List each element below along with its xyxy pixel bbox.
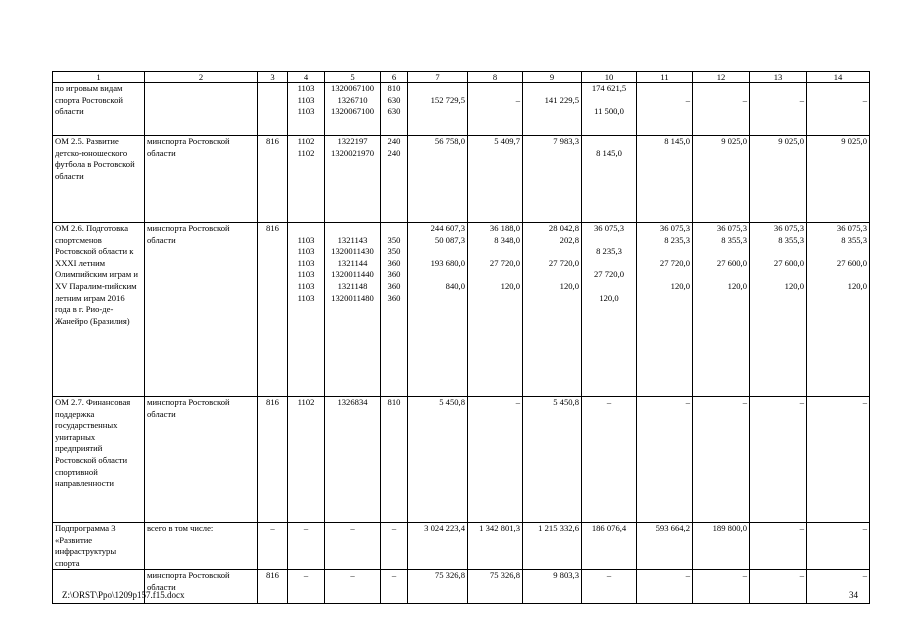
table-cell	[807, 136, 870, 223]
table-cell	[145, 83, 258, 136]
cell-line: 36 075,3	[773, 223, 804, 233]
cell-text: –	[391, 523, 397, 533]
cell-line	[470, 293, 520, 305]
table-cell	[325, 83, 381, 136]
cell-text: –	[799, 523, 804, 533]
table-cell	[693, 570, 750, 604]
cell-line: –	[799, 94, 804, 105]
table-cell	[523, 570, 582, 604]
cell-line: –	[685, 94, 690, 105]
cell-text: –	[799, 397, 804, 407]
cell-line	[752, 106, 804, 118]
cell-line: 27 600,0	[836, 257, 867, 268]
cell-line: 1320067100	[331, 83, 374, 93]
table-cell	[325, 397, 381, 523]
cell-line	[525, 293, 579, 305]
table-cell	[381, 223, 408, 397]
cell-line: 1103	[297, 292, 315, 303]
table-cell	[750, 223, 807, 397]
cell-text: минспорта Ростовской области	[147, 223, 230, 245]
cell-line: 360	[387, 269, 401, 280]
table-cell	[637, 523, 693, 570]
cell-text: 810	[387, 397, 401, 407]
cell-line: 50 087,3	[434, 234, 465, 245]
table-cell	[145, 136, 258, 223]
table-cell	[258, 223, 288, 397]
cell-line: 810	[387, 83, 401, 93]
cell-line	[410, 83, 465, 95]
cell-line	[752, 246, 804, 258]
header-cell: 12	[693, 72, 750, 83]
cell-line	[752, 269, 804, 281]
cell-line: 1321143	[337, 234, 368, 245]
table-cell	[807, 223, 870, 397]
table-cell	[325, 570, 381, 604]
cell-line: 1103	[297, 106, 315, 117]
cell-text: 9 025,0	[778, 136, 804, 146]
cell-text: 7 983,3	[553, 136, 579, 146]
table-cell	[637, 397, 693, 523]
table-cell	[258, 523, 288, 570]
cell-line: 1103	[297, 83, 315, 93]
table-cell	[468, 523, 523, 570]
cell-text: –	[303, 523, 309, 533]
cell-line	[639, 246, 690, 258]
table-cell	[53, 523, 145, 570]
cell-line	[470, 83, 520, 95]
cell-text: 75 326,8	[489, 570, 520, 581]
cell-line	[695, 246, 747, 258]
cell-line	[695, 269, 747, 281]
cell-line	[639, 293, 690, 305]
cell-line	[470, 269, 520, 281]
cell-text: 816	[266, 136, 279, 146]
cell-line	[525, 269, 579, 281]
table-cell	[693, 223, 750, 397]
cell-line	[584, 235, 634, 247]
cell-line: 8 348,0	[494, 234, 520, 245]
cell-line: 120,0	[559, 280, 579, 291]
cell-text: 1326834	[337, 397, 368, 407]
cell-line: 8 235,3	[664, 234, 690, 245]
table-cell	[523, 136, 582, 223]
header-cell: 5	[325, 72, 381, 83]
table-row	[53, 83, 870, 136]
cell-line: 1103	[297, 257, 315, 268]
cell-line: 27 720,0	[548, 257, 579, 268]
cell-line: 120,0	[727, 280, 747, 291]
cell-line: 8 355,3	[721, 234, 747, 245]
cell-line	[695, 106, 747, 118]
cell-line: 350	[387, 246, 401, 257]
cell-text: 9 025,0	[841, 136, 867, 146]
table-cell	[258, 397, 288, 523]
cell-line: 1103	[297, 234, 315, 245]
cell-text: ОМ 2.6. Подготовка спортсменов Ростовской области к XXXI летним Олимпийским играм и XV Паралим-пийским летним играм 2016 года в г. Рио-де-Жанейро (Бразилия)	[55, 223, 138, 326]
cell-line: 8 235,3	[596, 246, 622, 257]
cell-text: 1 342 801,3	[479, 523, 520, 533]
cell-text: –	[270, 523, 275, 533]
cell-line	[752, 293, 804, 305]
table-cell	[408, 83, 468, 136]
cell-text: –	[862, 397, 867, 407]
cell-line: 1326710	[337, 94, 368, 105]
cell-line: 27 720,0	[659, 257, 690, 268]
cell-line: 1320011430	[331, 246, 374, 257]
table-cell	[582, 397, 637, 523]
table-row	[53, 136, 870, 223]
table-cell	[523, 223, 582, 397]
cell-text: по игровым видам спорта Ростовской области	[55, 83, 124, 117]
cell-line: 1103	[297, 94, 315, 105]
header-cell: 3	[258, 72, 288, 83]
cell-text: ОМ 2.7. Финансовая поддержка государственных унитарных предприятий Ростовской области спортивной направленности	[55, 397, 131, 489]
cell-line: 152 729,5	[430, 94, 465, 105]
table-cell	[582, 570, 637, 604]
cell-line	[809, 246, 867, 258]
table-cell	[325, 136, 381, 223]
table-cell	[693, 136, 750, 223]
cell-text: 186 076,4	[591, 523, 627, 533]
cell-line: –	[862, 94, 867, 105]
cell-text: –	[742, 570, 747, 581]
header-cell: 1	[53, 72, 145, 83]
cell-text: –	[685, 570, 690, 581]
cell-text: 816	[266, 397, 279, 407]
table-cell	[637, 136, 693, 223]
cell-text: 816	[266, 570, 279, 581]
table-cell	[53, 223, 145, 397]
cell-line: 360	[387, 292, 401, 303]
table-cell	[408, 223, 468, 397]
cell-line: 1103	[297, 269, 315, 280]
table-cell	[523, 397, 582, 523]
header-cell: 13	[750, 72, 807, 83]
table-cell	[381, 83, 408, 136]
table-cell	[807, 397, 870, 523]
table-cell	[693, 397, 750, 523]
table-cell	[807, 570, 870, 604]
cell-text: 5 450,8	[439, 397, 465, 407]
table-cell	[523, 523, 582, 570]
cell-line	[752, 83, 804, 95]
cell-line	[584, 281, 634, 293]
cell-text: 3 024 223,4	[424, 523, 465, 533]
table-row	[53, 223, 870, 397]
cell-line	[410, 269, 465, 281]
cell-line: 36 075,3	[716, 223, 747, 233]
cell-line: 1321148	[337, 280, 368, 291]
cell-text: –	[350, 523, 355, 533]
cell-text: 56 758,0	[434, 136, 465, 146]
cell-line: 1320067100	[331, 106, 374, 117]
cell-text: минспорта Ростовской области	[147, 570, 230, 592]
cell-line: 27 600,0	[773, 257, 804, 268]
cell-line: 1320021970	[331, 147, 374, 158]
cell-text: –	[303, 570, 309, 581]
cell-line: 630	[387, 94, 401, 105]
table-cell	[325, 223, 381, 397]
table-cell	[258, 136, 288, 223]
table-cell	[468, 136, 523, 223]
table-cell	[408, 523, 468, 570]
cell-line: 1102	[297, 147, 315, 158]
cell-line: 630	[387, 106, 401, 117]
cell-line: 120,0	[847, 280, 867, 291]
table-cell	[258, 83, 288, 136]
table-cell	[582, 523, 637, 570]
table-cell	[582, 223, 637, 397]
cell-line: 202,8	[559, 234, 579, 245]
cell-line: 240	[387, 147, 401, 158]
table-cell	[807, 83, 870, 136]
cell-text: 1 215 332,6	[538, 523, 579, 533]
header-cell: 4	[288, 72, 325, 83]
table-cell	[408, 570, 468, 604]
table-cell	[637, 83, 693, 136]
cell-line: 28 042,8	[548, 223, 579, 233]
cell-line	[525, 106, 579, 118]
cell-line	[584, 136, 634, 148]
cell-line	[383, 223, 405, 235]
table-cell	[288, 397, 325, 523]
table-cell	[53, 397, 145, 523]
cell-line: 1320011440	[331, 269, 374, 280]
cell-line	[584, 258, 634, 270]
cell-line: 174 621,5	[591, 83, 627, 93]
cell-line: 8 355,3	[841, 234, 867, 245]
cell-line	[525, 83, 579, 95]
file-path-footer: Z:\ORST\Ppo\1209p157.f15.docx	[62, 590, 185, 600]
cell-line: 1103	[297, 280, 315, 291]
page-number: 34	[849, 590, 858, 600]
cell-line: 1102	[297, 136, 315, 146]
cell-line	[584, 95, 634, 107]
table-cell	[288, 223, 325, 397]
budget-table	[52, 71, 870, 604]
table-cell	[381, 397, 408, 523]
cell-line: 840,0	[445, 280, 465, 291]
table-cell	[468, 223, 523, 397]
header-cell: 9	[523, 72, 582, 83]
cell-text: –	[862, 570, 867, 581]
header-cell: 2	[145, 72, 258, 83]
cell-line	[470, 246, 520, 258]
cell-line	[470, 106, 520, 118]
header-cell: 6	[381, 72, 408, 83]
cell-line: 27 600,0	[716, 257, 747, 268]
cell-line	[327, 223, 378, 235]
cell-text: 8 145,0	[664, 136, 690, 146]
header-cell: 11	[637, 72, 693, 83]
cell-line: 8 145,0	[596, 147, 622, 158]
table-cell	[381, 136, 408, 223]
cell-text: ОМ 2.5. Развитие детско-юношеского футбола в Ростовской области	[55, 136, 135, 181]
cell-line: 1322197	[337, 136, 368, 146]
table-cell	[468, 397, 523, 523]
header-cell: 10	[582, 72, 637, 83]
cell-line: 240	[387, 136, 401, 146]
cell-text: 816	[266, 223, 279, 233]
cell-line: 1320011480	[331, 292, 374, 303]
cell-text: Подпрограмма 3 «Развитие инфраструктуры спорта	[55, 523, 117, 568]
table-cell	[582, 136, 637, 223]
cell-line: 8 355,3	[778, 234, 804, 245]
cell-line: –	[742, 94, 747, 105]
cell-text: –	[391, 570, 397, 581]
cell-line	[639, 106, 690, 118]
table-cell	[408, 397, 468, 523]
header-cell: 8	[468, 72, 523, 83]
table-cell	[53, 83, 145, 136]
cell-line	[695, 83, 747, 95]
table-cell	[468, 570, 523, 604]
cell-text: 593 664,2	[655, 523, 690, 533]
cell-text: –	[862, 523, 867, 533]
table-cell	[637, 570, 693, 604]
cell-line	[809, 269, 867, 281]
cell-text: 9 025,0	[721, 136, 747, 146]
table-cell	[750, 397, 807, 523]
cell-line	[525, 246, 579, 258]
header-cell: 7	[408, 72, 468, 83]
table-row	[53, 523, 870, 570]
table-cell	[381, 523, 408, 570]
cell-line	[809, 293, 867, 305]
cell-line: 120,0	[599, 292, 619, 303]
cell-text: –	[742, 397, 747, 407]
cell-line	[639, 269, 690, 281]
table-row	[53, 397, 870, 523]
table-cell	[637, 223, 693, 397]
table-cell	[288, 570, 325, 604]
cell-text: 5 409,7	[494, 136, 520, 146]
cell-line: 36 188,0	[489, 223, 520, 233]
table-cell	[288, 136, 325, 223]
cell-text: –	[350, 570, 355, 581]
cell-line: 36 075,3	[593, 223, 625, 233]
cell-text: –	[606, 570, 612, 581]
header-cell: 14	[807, 72, 870, 83]
cell-text: 1102	[297, 397, 315, 407]
cell-text: –	[606, 397, 612, 407]
cell-line: 193 680,0	[430, 257, 465, 268]
cell-line: 27 720,0	[489, 257, 520, 268]
cell-line: –	[515, 94, 520, 105]
table-cell	[145, 223, 258, 397]
cell-text: 5 450,8	[553, 397, 579, 407]
cell-line: 36 075,3	[836, 223, 867, 233]
table-cell	[408, 136, 468, 223]
cell-text: –	[799, 570, 804, 581]
cell-line: 350	[387, 234, 401, 245]
cell-text: всего в том числе:	[147, 523, 214, 533]
table-cell	[145, 523, 258, 570]
table-cell	[693, 83, 750, 136]
cell-text: 9 803,3	[553, 570, 579, 581]
table-cell	[582, 83, 637, 136]
table-cell	[288, 83, 325, 136]
table-cell	[145, 397, 258, 523]
cell-text: 75 326,8	[434, 570, 465, 581]
cell-line: 1321144	[337, 257, 368, 268]
cell-line	[639, 83, 690, 95]
cell-text: минспорта Ростовской области	[147, 397, 230, 419]
table-cell	[523, 83, 582, 136]
cell-text: –	[515, 397, 520, 407]
cell-line: 36 075,3	[659, 223, 690, 233]
cell-line: 141 229,5	[544, 94, 579, 105]
cell-line: 120,0	[784, 280, 804, 291]
table-cell	[693, 523, 750, 570]
header-row	[53, 72, 870, 83]
cell-text: 189 800,0	[712, 523, 747, 533]
cell-line: 244 607,3	[430, 223, 465, 233]
cell-line	[809, 83, 867, 95]
cell-line	[290, 223, 322, 235]
cell-line: 1103	[297, 246, 315, 257]
cell-text: –	[685, 397, 690, 407]
cell-line	[410, 293, 465, 305]
table-cell	[325, 523, 381, 570]
table-cell	[288, 523, 325, 570]
table-cell	[750, 570, 807, 604]
table-cell	[468, 83, 523, 136]
cell-line	[410, 246, 465, 258]
cell-line	[809, 106, 867, 118]
table-cell	[53, 136, 145, 223]
table-cell	[750, 523, 807, 570]
table-cell	[381, 570, 408, 604]
cell-line: 360	[387, 257, 401, 268]
table-cell	[750, 83, 807, 136]
cell-line: 27 720,0	[593, 269, 625, 280]
table-cell	[258, 570, 288, 604]
cell-line: 120,0	[500, 280, 520, 291]
table-cell	[750, 136, 807, 223]
cell-line	[695, 293, 747, 305]
cell-text: минспорта Ростовской области	[147, 136, 230, 158]
cell-line: 11 500,0	[594, 106, 624, 117]
cell-line: 120,0	[670, 280, 690, 291]
cell-line	[410, 106, 465, 118]
cell-line: 360	[387, 280, 401, 291]
table-cell	[807, 523, 870, 570]
